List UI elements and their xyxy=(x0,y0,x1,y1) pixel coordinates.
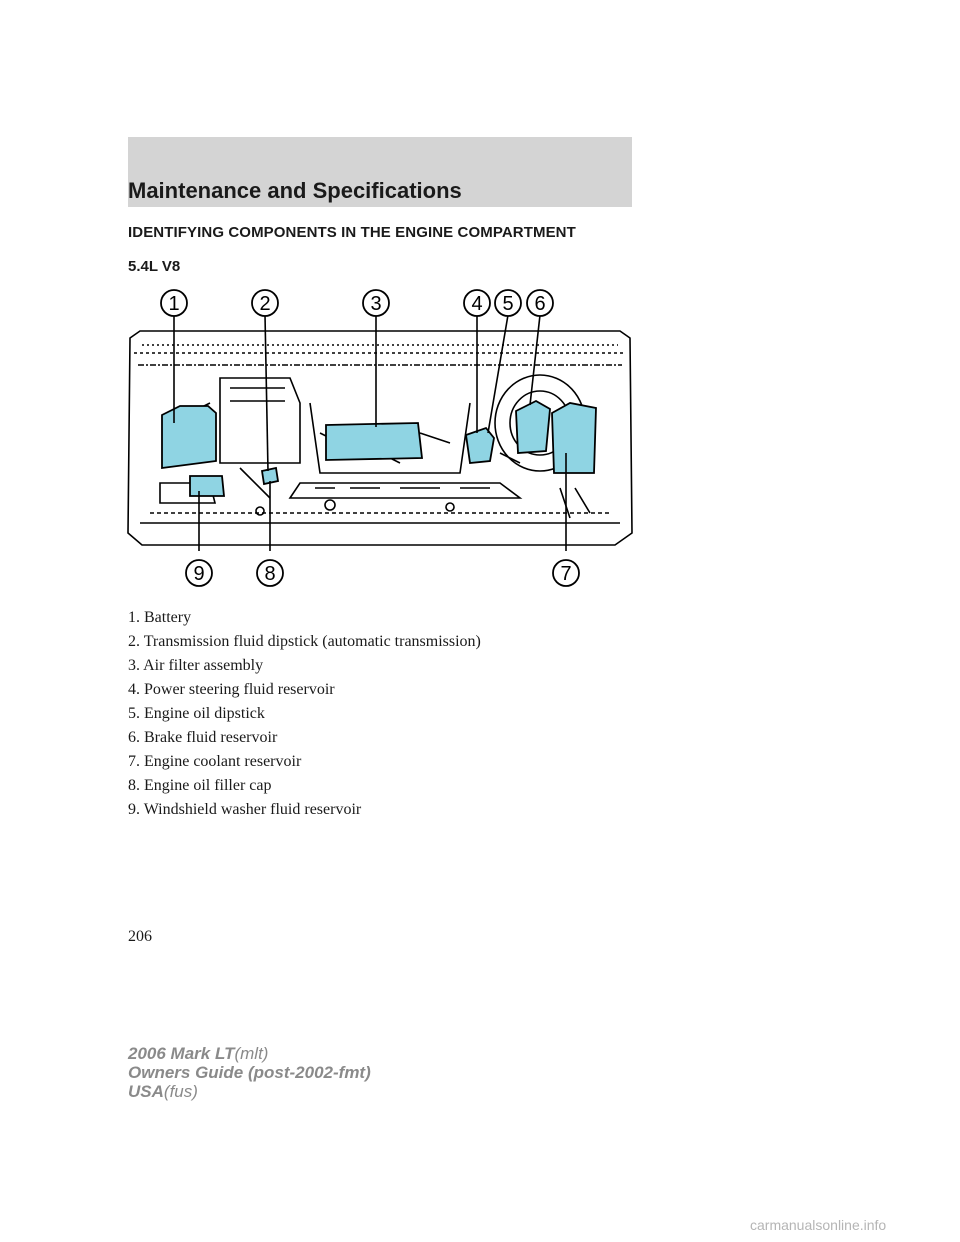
section-title: Maintenance and Specifications xyxy=(128,178,462,203)
callout-4: 4 xyxy=(471,293,483,315)
battery-highlight xyxy=(162,406,216,468)
footer-region-code: (fus) xyxy=(163,1082,198,1101)
engine-compartment-figure xyxy=(120,283,636,595)
legend-item: 3. Air filter assembly xyxy=(128,657,264,674)
component-legend xyxy=(128,606,481,822)
engine-diagram xyxy=(120,283,636,595)
highlighted-components xyxy=(162,401,596,496)
legend-item: 8. Engine oil filler cap xyxy=(128,777,272,794)
legend-item: 6. Brake fluid reservoir xyxy=(128,729,278,746)
legend-item: 4. Power steering fluid reservoir xyxy=(128,681,335,698)
footer-model: 2006 Mark LT xyxy=(128,1044,235,1063)
power-steering-reservoir-highlight xyxy=(466,428,494,463)
brake-reservoir-highlight xyxy=(516,401,550,453)
callout-9: 9 xyxy=(193,563,205,585)
air-filter-highlight xyxy=(326,423,422,460)
callout-6: 6 xyxy=(534,293,546,315)
callout-8: 8 xyxy=(264,563,276,585)
footer-region: USA xyxy=(128,1082,164,1101)
engine-subheading: 5.4L V8 xyxy=(128,258,181,275)
legend-item: 7. Engine coolant reservoir xyxy=(128,753,302,770)
callout-3: 3 xyxy=(370,293,382,315)
footer-guide: Owners Guide (post-2002-fmt) xyxy=(128,1063,371,1082)
callout-5: 5 xyxy=(502,293,514,315)
callout-2: 2 xyxy=(259,293,271,315)
page-heading: IDENTIFYING COMPONENTS IN THE ENGINE COMPARTMENT xyxy=(128,224,576,241)
legend-item: 1. Battery xyxy=(128,609,192,626)
document-footer xyxy=(128,1044,371,1101)
legend-item: 9. Windshield washer fluid reservoir xyxy=(128,801,362,818)
callout-1: 1 xyxy=(168,293,180,315)
legend-item: 2. Transmission fluid dipstick (automatic transmission) xyxy=(128,633,481,650)
callout-7: 7 xyxy=(560,563,572,585)
legend-item: 5. Engine oil dipstick xyxy=(128,705,265,722)
coolant-reservoir-highlight xyxy=(552,403,596,473)
footer-model-code: (mlt) xyxy=(234,1044,269,1063)
page-number: 206 xyxy=(128,928,152,945)
washer-reservoir-highlight xyxy=(190,476,224,496)
watermark: carmanualsonline.info xyxy=(750,1217,887,1233)
